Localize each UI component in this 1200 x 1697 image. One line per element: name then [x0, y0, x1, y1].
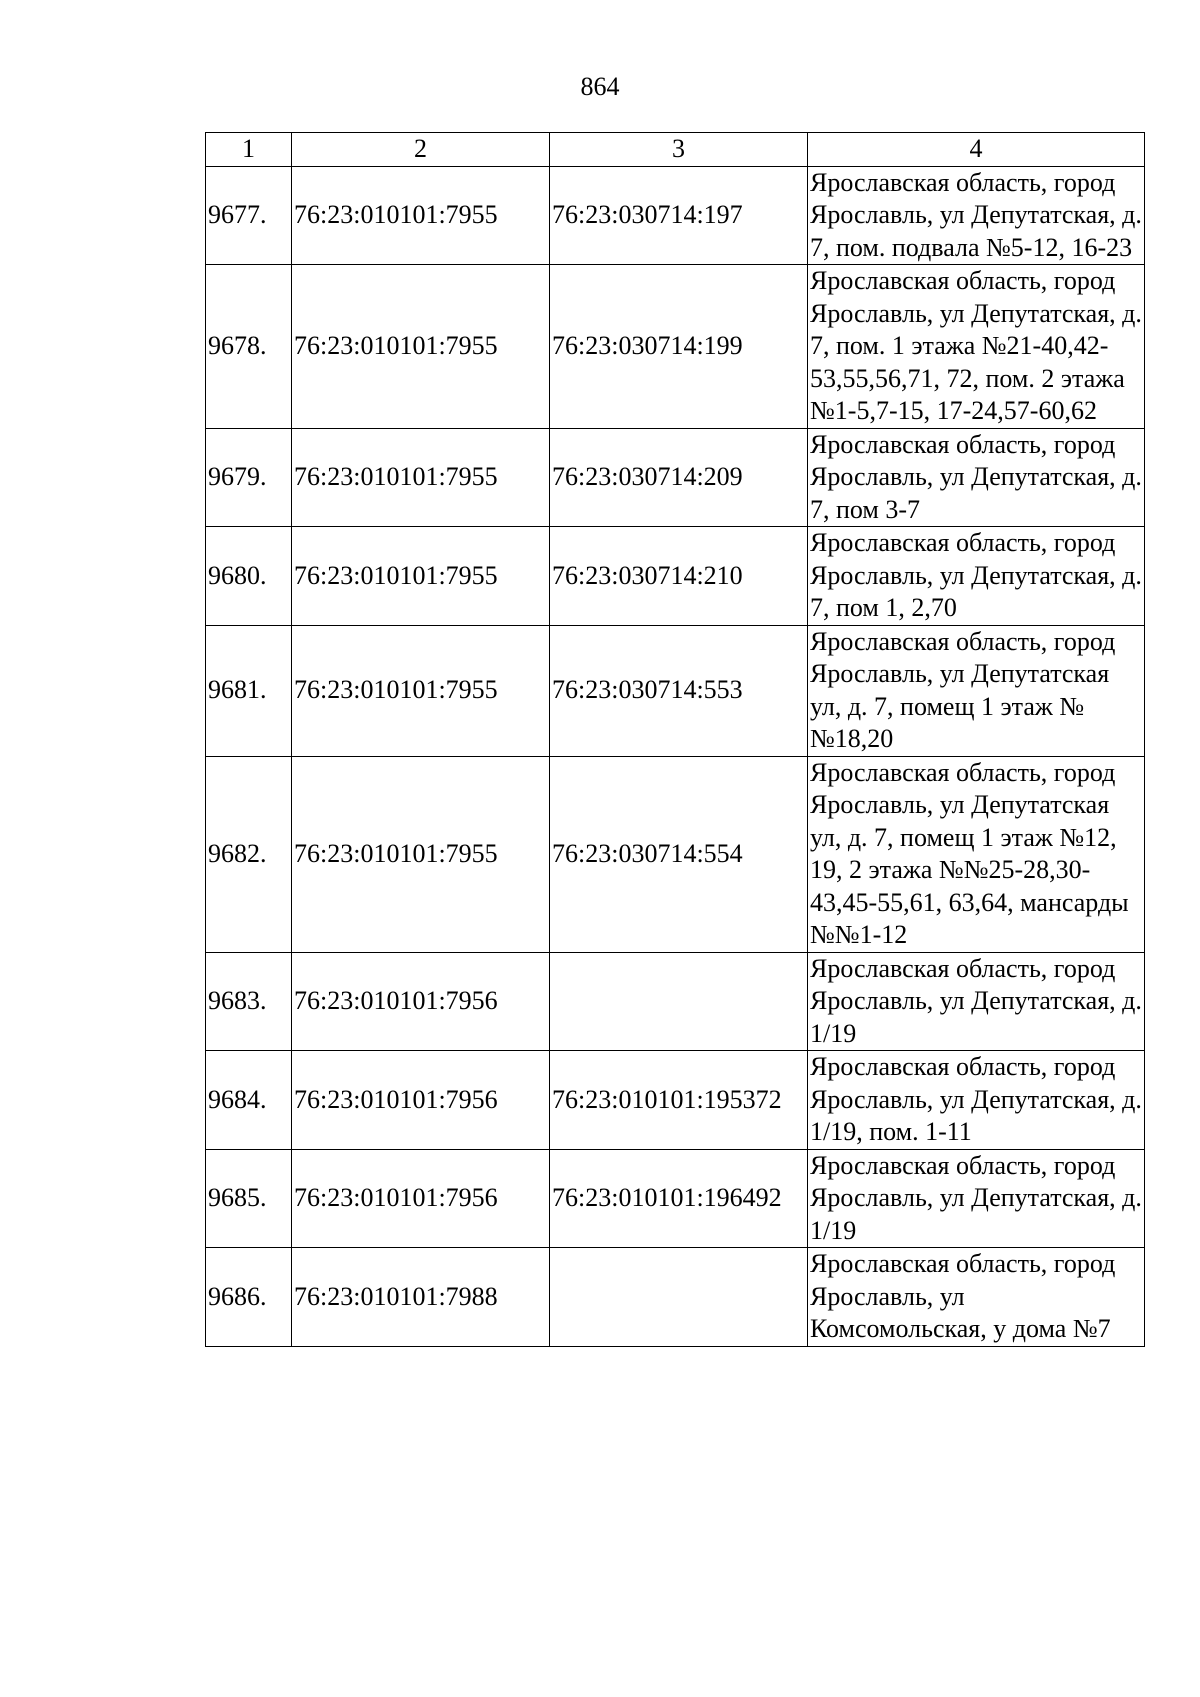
address: Ярославская область, город Ярославль, ул Комсомольская, у дома №7 [808, 1248, 1145, 1347]
cadastral-number-2: 76:23:030714:554 [550, 756, 808, 952]
address: Ярославская область, город Ярославль, ул Депутатская, д. 1/19 [808, 952, 1145, 1051]
row-number: 9682. [206, 756, 292, 952]
header-col-1: 1 [206, 133, 292, 167]
table-row [206, 428, 1145, 527]
address: Ярославская область, город Ярославль, ул Депутатская, д. 7, пом 1, 2,70 [808, 527, 1145, 626]
table-row [206, 1051, 1145, 1150]
address: Ярославская область, город Ярославль, ул Депутатская ул, д. 7, помещ 1 этаж №№18,20 [808, 625, 1145, 756]
cadastral-number-2: 76:23:030714:210 [550, 527, 808, 626]
table-row [206, 625, 1145, 756]
cadastral-number-1: 76:23:010101:7955 [292, 756, 550, 952]
cadastral-number-2 [550, 952, 808, 1051]
cadastral-number-2: 76:23:030714:197 [550, 166, 808, 265]
cadastral-number-2: 76:23:030714:199 [550, 265, 808, 429]
table-row [206, 166, 1145, 265]
row-number: 9680. [206, 527, 292, 626]
cadastral-number-1: 76:23:010101:7955 [292, 625, 550, 756]
address: Ярославская область, город Ярославль, ул Депутатская, д. 7, пом. подвала №5-12, 16-23 [808, 166, 1145, 265]
cadastral-number-1: 76:23:010101:7956 [292, 952, 550, 1051]
page-number: 864 [580, 72, 620, 101]
cadastral-number-2: 76:23:030714:553 [550, 625, 808, 756]
header-col-2: 2 [292, 133, 550, 167]
header-col-3: 3 [550, 133, 808, 167]
row-number: 9683. [206, 952, 292, 1051]
row-number: 9686. [206, 1248, 292, 1347]
address: Ярославская область, город Ярославль, ул Депутатская, д. 1/19, пом. 1-11 [808, 1051, 1145, 1150]
registry-table [205, 132, 1145, 1347]
row-number: 9677. [206, 166, 292, 265]
table-row [206, 527, 1145, 626]
table-row [206, 265, 1145, 429]
cadastral-number-1: 76:23:010101:7956 [292, 1149, 550, 1248]
cadastral-number-1: 76:23:010101:7955 [292, 166, 550, 265]
cadastral-number-1: 76:23:010101:7955 [292, 265, 550, 429]
address: Ярославская область, город Ярославль, ул Депутатская, д. 7, пом. 1 этажа №21-40,42-53,55,56,71, 72, пом. 2 этажа №1-5,7-15, 17-24,57-60,62 [808, 265, 1145, 429]
address: Ярославская область, город Ярославль, ул Депутатская, д. 7, пом 3-7 [808, 428, 1145, 527]
row-number: 9685. [206, 1149, 292, 1248]
cadastral-number-1: 76:23:010101:7956 [292, 1051, 550, 1150]
header-col-4: 4 [808, 133, 1145, 167]
table-row [206, 1248, 1145, 1347]
cadastral-number-2: 76:23:030714:209 [550, 428, 808, 527]
table-row [206, 756, 1145, 952]
cadastral-number-1: 76:23:010101:7955 [292, 428, 550, 527]
row-number: 9681. [206, 625, 292, 756]
address: Ярославская область, город Ярославль, ул Депутатская, д. 1/19 [808, 1149, 1145, 1248]
row-number: 9684. [206, 1051, 292, 1150]
table-row [206, 1149, 1145, 1248]
table-row [206, 952, 1145, 1051]
row-number: 9679. [206, 428, 292, 527]
header-row [206, 133, 1145, 167]
cadastral-number-2: 76:23:010101:196492 [550, 1149, 808, 1248]
cadastral-number-1: 76:23:010101:7988 [292, 1248, 550, 1347]
address: Ярославская область, город Ярославль, ул Депутатская ул, д. 7, помещ 1 этаж №12, 19, 2 этажа №№25-28,30-43,45-55,61, 63,64, мансарды №№1-12 [808, 756, 1145, 952]
row-number: 9678. [206, 265, 292, 429]
cadastral-number-2: 76:23:010101:195372 [550, 1051, 808, 1150]
cadastral-number-2 [550, 1248, 808, 1347]
cadastral-number-1: 76:23:010101:7955 [292, 527, 550, 626]
